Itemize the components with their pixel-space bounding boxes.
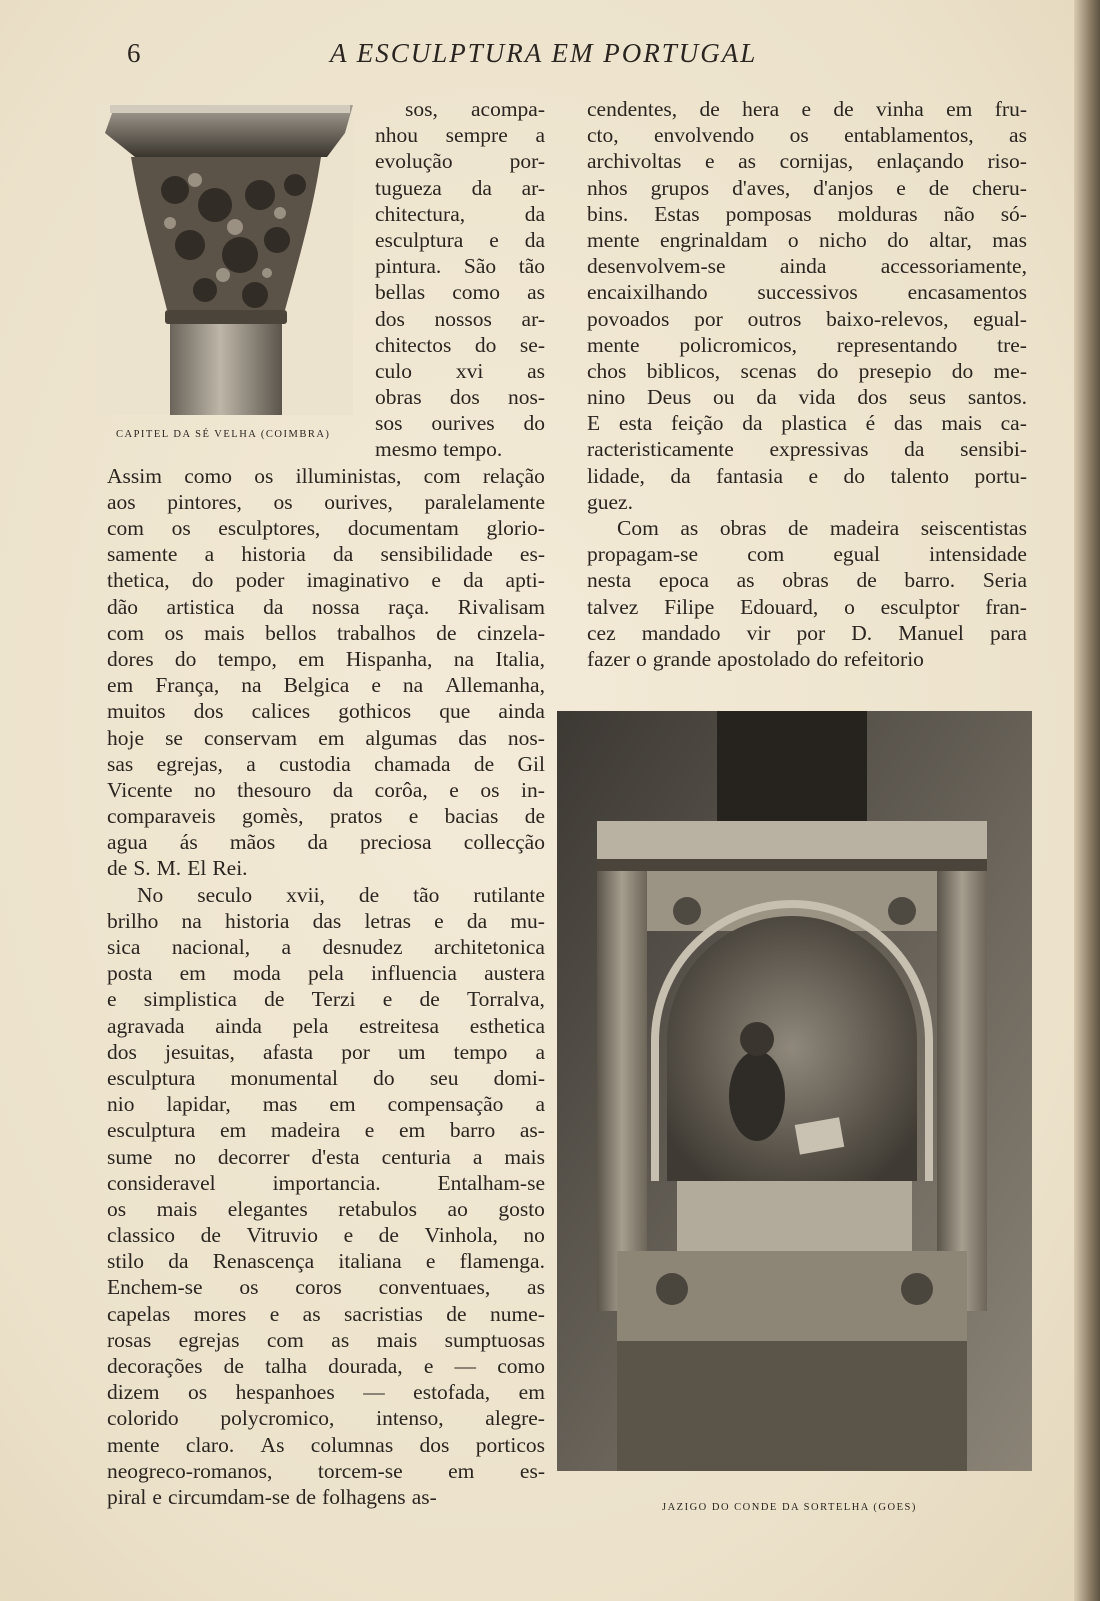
tomb-photo [557,711,1032,1471]
text-line: Assim como os illuministas, com relação [107,463,545,488]
text-line: evolução por- [375,149,545,174]
text-line: thetica, do poder imaginativo e da apti- [107,568,545,593]
text-line: Com as obras de madeira seiscentistas [617,516,1027,540]
running-head: A ESCULPTURA EM PORTUGAL [330,38,758,68]
text-line: com os esculptores, documentam glorio- [107,516,545,540]
text-line: encaixilhando successivos encasamentos [587,280,1027,305]
text-line: sica nacional, a desnudez architetonica [107,935,545,959]
text-line: archivoltas e as cornijas, enlaçando riso- [587,149,1027,174]
text-line: classico de Vitruvio e de Vinhola, no [107,1223,545,1248]
paragraph [107,463,545,882]
text-line: mesmo tempo. [375,437,503,462]
left-column [107,96,545,1510]
text-line: os mais elegantes retabulos ao gosto [107,1196,545,1221]
text-line: esculptura e da [375,227,545,252]
text-line: chos biblicos, scenas do presepio do me- [587,358,1027,383]
text-line: mente claro. As columnas dos porticos [107,1432,545,1457]
text-line: lidade, da fantasia e do talento portu- [587,463,1027,488]
text-line: No seculo xvii, de tão rutilante [137,882,545,907]
text-line: sas egrejas, a custodia chamada de Gil [107,751,545,776]
text-line: dores do tempo, em Hispanha, na Italia, [107,646,545,671]
text-beside-figure [375,96,545,463]
text-line: tugueza da ar- [375,175,545,200]
text-line: mente policromicos, representando tre- [587,332,1027,357]
text-line: rosas egrejas com as mais sumptuosas [107,1327,545,1352]
text-line: hoje se conservam em algumas das nos- [107,725,545,750]
text-line: colorido polycromico, intenso, alegre- [107,1406,545,1431]
text-line: propagam-se com egual intensidade [587,542,1027,567]
text-line: Enchem-se os coros conventuaes, as [107,1275,545,1300]
text-line: nesta epoca as obras de barro. Seria [587,568,1027,593]
text-line: guez. [587,489,633,514]
text-line: consideravel importancia. Entalham-se [107,1170,545,1195]
text-line: agravada ainda pela estreitesa esthetica [107,1013,545,1038]
text-line: desenvolvem-se ainda accessoriamente, [587,254,1027,279]
text-line: E esta feição da plastica é das mais ca- [587,411,1027,436]
text-line: talvez Filipe Edouard, o esculptor fran- [587,594,1027,619]
text-line: comparaveis gomès, pratos e bacias de [107,804,545,829]
text-line: nhou sempre a [375,123,545,148]
text-line: dizem os hespanhoes — estofada, em [107,1380,545,1405]
text-line: brilho na historia das letras e da mu- [107,908,545,933]
text-line: decorações de talha dourada, e — como [107,1354,545,1378]
text-line: obras dos nos- [375,385,545,410]
text-line: nio lapidar, mas em compensação a [107,1092,545,1117]
text-line: stilo da Renascença italiana e flamenga. [107,1249,545,1274]
text-line: de S. M. El Rei. [107,856,248,881]
text-line: cez mandado vir por D. Manuel para [587,620,1027,645]
text-line: dos jesuitas, afasta por um tempo a [107,1039,545,1064]
binding-gutter [1074,0,1100,1601]
page-number: 6 [127,38,142,68]
paragraph [587,515,1027,672]
text-line: chitectos do se- [375,332,545,357]
text-line: piral e circumdam-se de folhagens as- [107,1484,437,1509]
capital-caption: CAPITEL DA SÉ VELHA (COIMBRA) [116,429,331,440]
text-line: dos nossos ar- [375,306,545,331]
text-line: cendentes, de hera e de vinha em fru- [587,97,1027,121]
text-line: neogreco-romanos, torcem-se em es- [107,1458,545,1483]
text-line: nhos grupos d'aves, d'anjos e de cheru- [587,175,1027,200]
text-line: sume no decorrer d'esta centuria a mais [107,1144,545,1169]
text-line: agua ás mãos da preciosa collecção [107,830,545,855]
paragraph [587,96,1027,515]
text-line: fazer o grande apostolado do refeitorio [587,646,924,671]
text-line: posta em moda pela influencia austera [107,961,545,986]
text-line: chitectura, da [375,201,545,226]
text-line: culo xvi as [375,358,545,383]
text-line: esculptura monumental do seu domi- [107,1065,545,1090]
text-line: dão artistica da nossa raça. Rivalisam [107,594,545,619]
text-line: sos ourives do [375,411,545,436]
right-column [587,96,1027,672]
text-line: mente engrinaldam o nicho do altar, mas [587,227,1027,252]
text-line: e simplistica de Terzi e de Torralva, [107,987,545,1012]
text-line: racteristicamente expressivas da sensibi- [587,437,1027,462]
text-line: sos, acompa- [405,97,545,121]
text-line: Vicente no thesouro da corôa, e os in- [107,777,545,802]
text-line: em França, na Belgica e na Allemanha, [107,673,545,698]
text-line: cto, envolvendo os entablamentos, as [587,123,1027,148]
text-line: esculptura em madeira e em barro as- [107,1118,545,1143]
tomb-caption: JAZIGO DO CONDE DA SORTELHA (GOES) [662,1502,917,1513]
text-line: samente a historia da sensibilidade es- [107,542,545,567]
text-line: povoados por outros baixo-relevos, egual- [587,306,1027,331]
text-line: nino Deus ou da vida dos seus santos. [587,385,1027,410]
text-line: pintura. São tão [375,254,545,279]
text-line: bins. Estas pomposas molduras não só- [587,201,1027,226]
paragraph [107,882,545,1511]
text-line: muitos dos calices gothicos que ainda [107,699,545,724]
text-line: aos pintores, os ourives, paralelamente [107,489,545,514]
text-line: capelas mores e as sacristias de nume- [107,1301,545,1326]
text-line: com os mais bellos trabalhos de cinzela- [107,620,545,645]
text-line: bellas como as [375,280,545,305]
